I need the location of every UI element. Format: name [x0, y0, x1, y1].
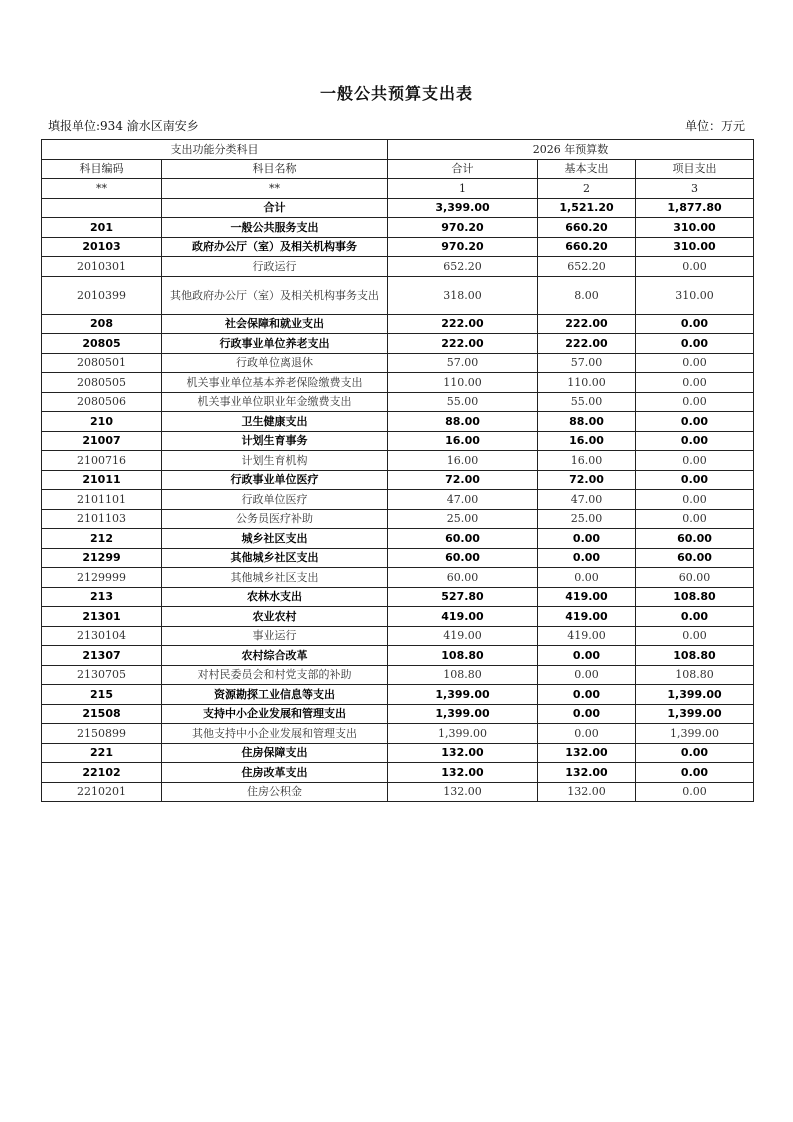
cell-name: 机关事业单位基本养老保险缴费支出 [162, 373, 388, 393]
header-column-row [42, 159, 754, 179]
cell-code: 2080501 [42, 353, 162, 373]
cell-project: 0.00 [636, 373, 754, 393]
header-index-row [42, 179, 754, 199]
cell-basic: 55.00 [538, 392, 636, 412]
cell-name: 农业农村 [162, 607, 388, 627]
cell-name: 机关事业单位职业年金缴费支出 [162, 392, 388, 412]
cell-basic: 419.00 [538, 626, 636, 646]
cell-total: 60.00 [388, 548, 538, 568]
cell-code: 2101103 [42, 509, 162, 529]
cell-name: 行政单位离退休 [162, 353, 388, 373]
cell-name: 政府办公厅（室）及相关机构事务 [162, 237, 388, 257]
cell-project: 0.00 [636, 490, 754, 510]
cell-name: 城乡社区支出 [162, 529, 388, 549]
cell-basic: 652.20 [538, 257, 636, 277]
cell-basic: 0.00 [538, 646, 636, 666]
cell-name: 对村民委员会和村党支部的补助 [162, 665, 388, 685]
cell-code: 201 [42, 218, 162, 238]
cell-project: 1,399.00 [636, 685, 754, 705]
cell-total: 3,399.00 [388, 198, 538, 218]
cell-total: 652.20 [388, 257, 538, 277]
cell-project: 0.00 [636, 607, 754, 627]
cell-name: 计划生育机构 [162, 451, 388, 471]
cell-code: 2080505 [42, 373, 162, 393]
cell-project: 108.80 [636, 587, 754, 607]
cell-project: 0.00 [636, 353, 754, 373]
cell-basic: 132.00 [538, 763, 636, 783]
table-row [42, 743, 754, 763]
cell-basic: 88.00 [538, 412, 636, 432]
table-row [42, 451, 754, 471]
cell-basic: 0.00 [538, 685, 636, 705]
cell-name: 其他支持中小企业发展和管理支出 [162, 724, 388, 744]
cell-code: 2130705 [42, 665, 162, 685]
cell-code: 221 [42, 743, 162, 763]
table-row [42, 431, 754, 451]
cell-basic: 0.00 [538, 704, 636, 724]
cell-total: 110.00 [388, 373, 538, 393]
cell-total: 1,399.00 [388, 685, 538, 705]
cell-project: 60.00 [636, 529, 754, 549]
table-row [42, 276, 754, 314]
table-row [42, 646, 754, 666]
table-row [42, 412, 754, 432]
cell-name: 资源勘探工业信息等支出 [162, 685, 388, 705]
cell-total: 318.00 [388, 276, 538, 314]
table-row [42, 587, 754, 607]
cell-name: 行政单位医疗 [162, 490, 388, 510]
cell-project: 108.80 [636, 646, 754, 666]
cell-project: 0.00 [636, 314, 754, 334]
cell-code: 22102 [42, 763, 162, 783]
cell-basic: 222.00 [538, 314, 636, 334]
cell-basic: 419.00 [538, 587, 636, 607]
header-total: 合计 [388, 159, 538, 179]
cell-basic: 0.00 [538, 665, 636, 685]
header-group-row [42, 140, 754, 160]
index-code: ** [42, 179, 162, 199]
cell-project: 108.80 [636, 665, 754, 685]
cell-project: 310.00 [636, 237, 754, 257]
index-name: ** [162, 179, 388, 199]
table-row [42, 509, 754, 529]
index-basic: 2 [538, 179, 636, 199]
cell-basic: 16.00 [538, 431, 636, 451]
cell-total: 108.80 [388, 646, 538, 666]
cell-project: 0.00 [636, 257, 754, 277]
cell-name: 住房公积金 [162, 782, 388, 802]
table-row [42, 529, 754, 549]
table-row [42, 373, 754, 393]
cell-total: 132.00 [388, 763, 538, 783]
cell-total: 222.00 [388, 334, 538, 354]
cell-code [42, 198, 162, 218]
cell-code: 21307 [42, 646, 162, 666]
cell-name: 事业运行 [162, 626, 388, 646]
cell-name: 其他城乡社区支出 [162, 548, 388, 568]
table-row [42, 782, 754, 802]
cell-total: 16.00 [388, 431, 538, 451]
cell-basic: 0.00 [538, 529, 636, 549]
cell-basic: 660.20 [538, 218, 636, 238]
header-name: 科目名称 [162, 159, 388, 179]
cell-basic: 0.00 [538, 548, 636, 568]
cell-total: 132.00 [388, 743, 538, 763]
cell-total: 1,399.00 [388, 704, 538, 724]
table-row [42, 704, 754, 724]
cell-code: 21007 [42, 431, 162, 451]
table-row [42, 568, 754, 588]
cell-total: 527.80 [388, 587, 538, 607]
table-row [42, 237, 754, 257]
table-row [42, 685, 754, 705]
cell-total: 222.00 [388, 314, 538, 334]
cell-basic: 0.00 [538, 568, 636, 588]
cell-code: 2210201 [42, 782, 162, 802]
index-project: 3 [636, 179, 754, 199]
cell-basic: 222.00 [538, 334, 636, 354]
cell-code: 21301 [42, 607, 162, 627]
header-project: 项目支出 [636, 159, 754, 179]
cell-project: 0.00 [636, 509, 754, 529]
budget-table [41, 139, 754, 802]
cell-code: 215 [42, 685, 162, 705]
cell-project: 0.00 [636, 431, 754, 451]
cell-total: 108.80 [388, 665, 538, 685]
cell-project: 0.00 [636, 763, 754, 783]
header-basic: 基本支出 [538, 159, 636, 179]
table-row [42, 257, 754, 277]
cell-project: 60.00 [636, 568, 754, 588]
cell-name: 行政事业单位养老支出 [162, 334, 388, 354]
cell-code: 210 [42, 412, 162, 432]
table-row [42, 665, 754, 685]
cell-total: 1,399.00 [388, 724, 538, 744]
cell-total: 57.00 [388, 353, 538, 373]
table-row [42, 392, 754, 412]
cell-basic: 1,521.20 [538, 198, 636, 218]
cell-name: 住房改革支出 [162, 763, 388, 783]
cell-project: 0.00 [636, 626, 754, 646]
cell-total: 970.20 [388, 237, 538, 257]
cell-project: 0.00 [636, 470, 754, 490]
cell-code: 20805 [42, 334, 162, 354]
cell-project: 0.00 [636, 412, 754, 432]
cell-basic: 110.00 [538, 373, 636, 393]
cell-basic: 660.20 [538, 237, 636, 257]
cell-name: 支持中小企业发展和管理支出 [162, 704, 388, 724]
table-row [42, 607, 754, 627]
cell-name: 一般公共服务支出 [162, 218, 388, 238]
cell-project: 0.00 [636, 782, 754, 802]
cell-project: 0.00 [636, 392, 754, 412]
cell-total: 419.00 [388, 626, 538, 646]
cell-code: 213 [42, 587, 162, 607]
cell-code: 21299 [42, 548, 162, 568]
cell-project: 1,877.80 [636, 198, 754, 218]
cell-name: 计划生育事务 [162, 431, 388, 451]
cell-total: 25.00 [388, 509, 538, 529]
cell-name: 其他政府办公厅（室）及相关机构事务支出 [162, 276, 388, 314]
cell-code: 2150899 [42, 724, 162, 744]
table-row [42, 198, 754, 218]
cell-name: 住房保障支出 [162, 743, 388, 763]
table-row [42, 763, 754, 783]
cell-name: 公务员医疗补助 [162, 509, 388, 529]
cell-total: 419.00 [388, 607, 538, 627]
table-row [42, 314, 754, 334]
cell-project: 60.00 [636, 548, 754, 568]
cell-basic: 419.00 [538, 607, 636, 627]
cell-total: 132.00 [388, 782, 538, 802]
cell-name: 合计 [162, 198, 388, 218]
header-code: 科目编码 [42, 159, 162, 179]
cell-total: 16.00 [388, 451, 538, 471]
cell-basic: 25.00 [538, 509, 636, 529]
cell-basic: 57.00 [538, 353, 636, 373]
cell-total: 55.00 [388, 392, 538, 412]
cell-basic: 8.00 [538, 276, 636, 314]
table-row [42, 353, 754, 373]
cell-basic: 16.00 [538, 451, 636, 471]
cell-project: 0.00 [636, 334, 754, 354]
header-function-classification: 支出功能分类科目 [42, 140, 388, 160]
cell-name: 其他城乡社区支出 [162, 568, 388, 588]
cell-total: 970.20 [388, 218, 538, 238]
cell-code: 208 [42, 314, 162, 334]
cell-project: 1,399.00 [636, 724, 754, 744]
table-row [42, 626, 754, 646]
cell-name: 社会保障和就业支出 [162, 314, 388, 334]
cell-code: 21011 [42, 470, 162, 490]
cell-code: 2080506 [42, 392, 162, 412]
cell-basic: 72.00 [538, 470, 636, 490]
cell-total: 60.00 [388, 529, 538, 549]
page-title: 一般公共预算支出表 [319, 84, 473, 103]
cell-code: 2010399 [42, 276, 162, 314]
cell-name: 行政事业单位医疗 [162, 470, 388, 490]
cell-project: 0.00 [636, 451, 754, 471]
cell-code: 2129999 [42, 568, 162, 588]
cell-basic: 0.00 [538, 724, 636, 744]
cell-total: 60.00 [388, 568, 538, 588]
cell-code: 2101101 [42, 490, 162, 510]
cell-project: 310.00 [636, 218, 754, 238]
cell-project: 1,399.00 [636, 704, 754, 724]
table-row [42, 218, 754, 238]
cell-code: 2010301 [42, 257, 162, 277]
table-row [42, 724, 754, 744]
cell-basic: 132.00 [538, 743, 636, 763]
cell-name: 卫生健康支出 [162, 412, 388, 432]
table-row [42, 334, 754, 354]
currency-unit: 单位：万元 [684, 119, 745, 133]
cell-project: 0.00 [636, 743, 754, 763]
cell-name: 农村综合改革 [162, 646, 388, 666]
index-total: 1 [388, 179, 538, 199]
cell-name: 行政运行 [162, 257, 388, 277]
cell-total: 88.00 [388, 412, 538, 432]
cell-code: 212 [42, 529, 162, 549]
table-row [42, 490, 754, 510]
cell-basic: 47.00 [538, 490, 636, 510]
table-row [42, 470, 754, 490]
reporting-unit: 填报单位:934 渝水区南安乡 [48, 119, 199, 133]
cell-basic: 132.00 [538, 782, 636, 802]
cell-code: 21508 [42, 704, 162, 724]
cell-name: 农林水支出 [162, 587, 388, 607]
table-row [42, 548, 754, 568]
cell-code: 2100716 [42, 451, 162, 471]
cell-total: 47.00 [388, 490, 538, 510]
cell-project: 310.00 [636, 276, 754, 314]
cell-code: 2130104 [42, 626, 162, 646]
cell-total: 72.00 [388, 470, 538, 490]
cell-code: 20103 [42, 237, 162, 257]
header-budget-year: 2026 年预算数 [388, 140, 754, 160]
